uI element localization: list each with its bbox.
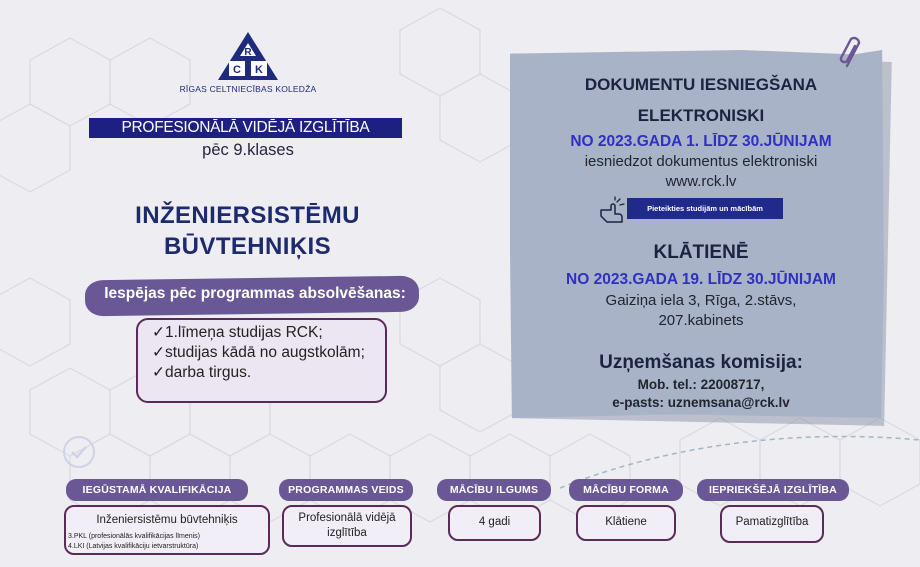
prior-education-box	[720, 505, 824, 543]
inperson-title: KLĀTIENĒ	[653, 242, 749, 263]
apply-button[interactable]: Pieteikties studijām un mācībām	[627, 198, 783, 219]
prior-education-value: Pamatizglītība	[735, 516, 809, 528]
logo-letter-r: R	[244, 47, 252, 58]
online-dates: NO 2023.GADA 1. LĪDZ 30.JŪNIJAM	[570, 133, 832, 150]
inperson-dates: NO 2023.GADA 19. LĪDZ 30.JŪNIJAM	[566, 271, 836, 288]
program-type-label: PROGRAMMAS VEIDS	[279, 479, 413, 501]
duration-label: MĀCĪBU ILGUMS	[437, 479, 551, 501]
logo-caption: RĪGAS CELTNIECĪBAS KOLEDŽA	[179, 84, 317, 94]
options-list	[136, 318, 387, 403]
online-note: iesniedzot dokumentus elektroniski	[584, 153, 818, 170]
qualification-note-1: 3.PKL (profesionālās kvalifikācijas līmenis)	[68, 533, 201, 540]
website-link[interactable]: www.rck.lv	[665, 173, 737, 190]
qualification-label: IEGŪSTAMĀ KVALIFIKĀCIJA	[66, 479, 248, 501]
commission-phone: Mob. tel.: 22008717,	[637, 377, 765, 392]
options-heading: Iespējas pēc programmas absolvēšanas:	[104, 285, 406, 302]
qualification-note-2: 4.LKI (Latvijas kvalifikāciju ietvarstruktūra)	[68, 543, 199, 550]
profession-line-1: INŽENIERSISTĒMU	[135, 202, 360, 229]
options-item: ✓studijas kādā no augstkolām;	[152, 344, 365, 361]
address-line-1: Gaiziņa iela 3, Rīga, 2.stāvs,	[605, 292, 797, 309]
paperclip-icon	[838, 36, 868, 72]
program-type-box	[282, 505, 412, 547]
options-item: ✓darba tirgus.	[152, 364, 252, 381]
dashed-curve	[560, 400, 920, 490]
pointing-hand-icon	[597, 196, 629, 226]
qualification-box	[64, 505, 270, 555]
program-subtitle: pēc 9.klases	[202, 141, 294, 159]
documents-title-line-2: ELEKTRONISKI	[637, 106, 765, 125]
duration-box	[448, 505, 541, 541]
duration-value: 4 gadi	[478, 516, 511, 528]
program-type-value: Profesionālā vidējā izglītība	[298, 512, 396, 539]
logo-letter-k: K	[255, 64, 263, 76]
commission-email[interactable]: e-pasts: uznemsana@rck.lv	[612, 395, 790, 410]
address-line-2: 207.kabinets	[658, 312, 744, 329]
prior-education-label: IEPRIEKŠĒJĀ IZGLĪTĪBA	[697, 479, 849, 501]
options-item: ✓1.līmeņa studijas RCK;	[152, 324, 323, 341]
check-circle-icon	[62, 435, 96, 469]
commission-title: Uzņemšanas komisija:	[599, 352, 803, 373]
study-form-value: Klātiene	[605, 516, 647, 528]
study-form-label: MĀCĪBU FORMA	[569, 479, 683, 501]
profession-title	[95, 200, 400, 262]
rck-logo	[216, 30, 280, 82]
study-form-box	[576, 505, 676, 541]
logo-letter-c: C	[233, 64, 241, 76]
qualification-value: Inženiersistēmu būvtehniķis	[96, 514, 238, 526]
profession-line-2: BŪVTEHNIĶIS	[163, 233, 332, 260]
documents-title-line-1: DOKUMENTU IESNIEGŠANA	[584, 75, 818, 94]
program-banner: PROFESIONĀLĀ VIDĒJĀ IZGLĪTĪBA	[89, 118, 402, 138]
